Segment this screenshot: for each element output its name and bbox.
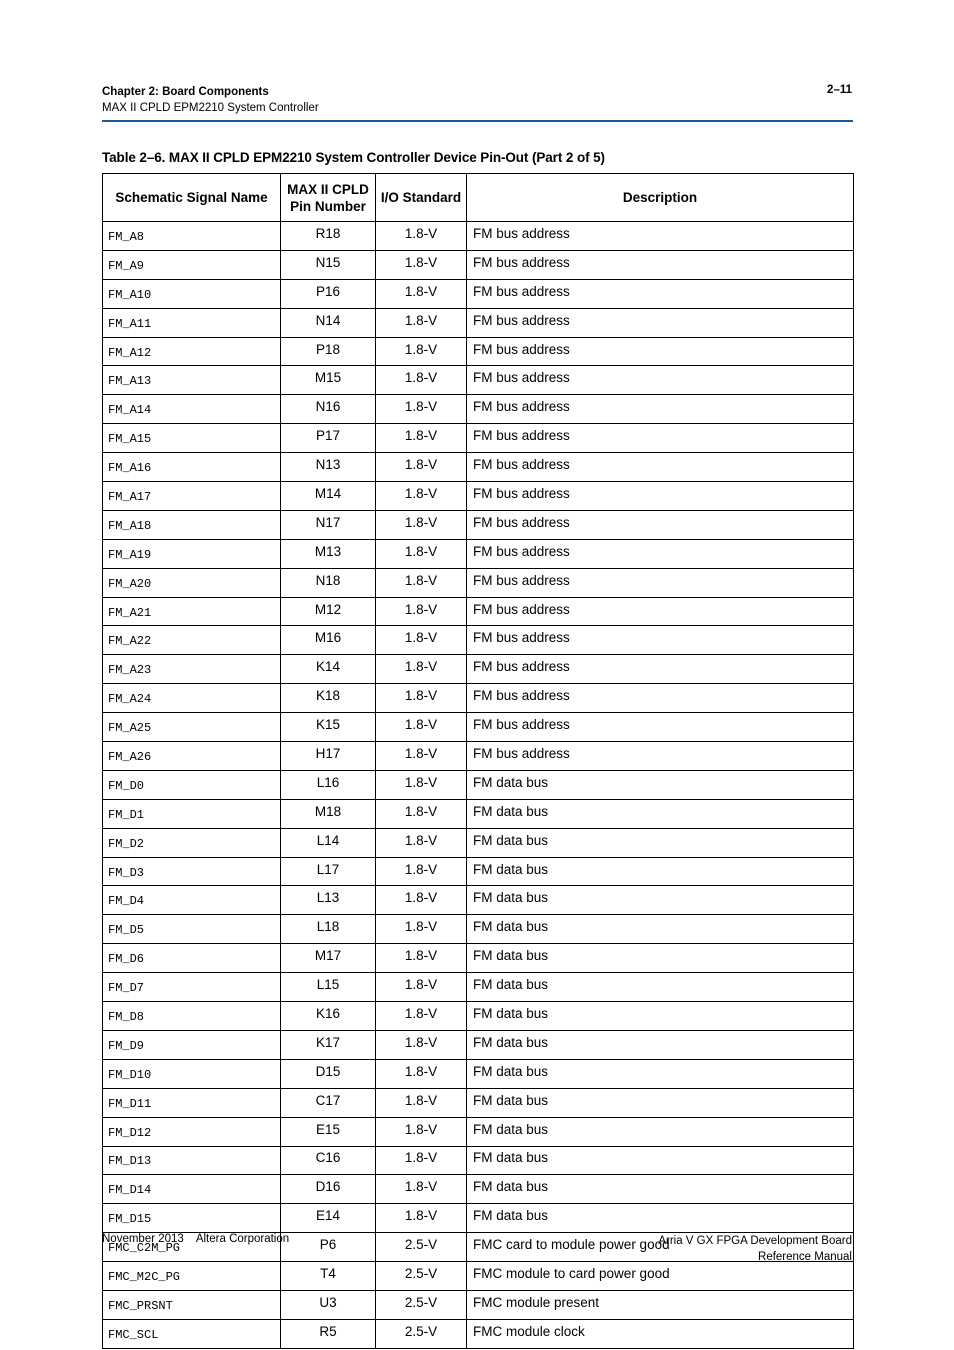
io-standard-cell: 1.8-V — [376, 597, 467, 626]
description-cell: FM bus address — [467, 626, 854, 655]
page-number: 2–11 — [827, 84, 852, 96]
io-standard-cell: 1.8-V — [376, 250, 467, 279]
footer-doc-title: Arria V GX FPGA Development Board — [658, 1235, 852, 1247]
table-row — [103, 1088, 854, 1117]
signal-name-cell: FM_A13 — [103, 366, 281, 395]
running-header — [102, 84, 319, 116]
description-cell: FM bus address — [467, 424, 854, 453]
pin-number-cell: K17 — [281, 1030, 376, 1059]
signal-name-cell: FM_D2 — [103, 828, 281, 857]
signal-name-cell: FM_A25 — [103, 713, 281, 742]
table-row — [103, 1059, 854, 1088]
io-standard-cell: 1.8-V — [376, 1204, 467, 1233]
table-row — [103, 626, 854, 655]
table-header-row — [103, 174, 854, 222]
pin-number-cell: L14 — [281, 828, 376, 857]
pin-number-cell: L17 — [281, 857, 376, 886]
column-header-pin-line2: Pin Number — [290, 198, 366, 214]
signal-name-cell: FM_A26 — [103, 742, 281, 771]
footer-right — [658, 1233, 852, 1265]
table-row — [103, 308, 854, 337]
signal-name-cell: FM_D13 — [103, 1146, 281, 1175]
description-cell: FM bus address — [467, 279, 854, 308]
footer-left — [102, 1233, 289, 1245]
io-standard-cell: 1.8-V — [376, 1059, 467, 1088]
footer-date: November 2013 — [102, 1233, 184, 1245]
table-row — [103, 770, 854, 799]
signal-name-cell: FM_D12 — [103, 1117, 281, 1146]
table-row — [103, 886, 854, 915]
table-row — [103, 1117, 854, 1146]
description-cell: FM data bus — [467, 1030, 854, 1059]
signal-name-cell: FMC_PRSNT — [103, 1290, 281, 1319]
io-standard-cell: 1.8-V — [376, 482, 467, 511]
table-row — [103, 250, 854, 279]
header-divider — [102, 120, 853, 122]
signal-name-cell: FM_D3 — [103, 857, 281, 886]
signal-name-cell: FM_D14 — [103, 1175, 281, 1204]
pin-number-cell: N17 — [281, 510, 376, 539]
table-row — [103, 1146, 854, 1175]
description-cell: FM bus address — [467, 453, 854, 482]
description-cell: FM bus address — [467, 482, 854, 511]
table-row — [103, 973, 854, 1002]
signal-name-cell: FM_A10 — [103, 279, 281, 308]
io-standard-cell: 1.8-V — [376, 799, 467, 828]
table-caption: Table 2–6. MAX II CPLD EPM2210 System Controller Device Pin-Out (Part 2 of 5) — [102, 150, 605, 165]
table-row — [103, 944, 854, 973]
io-standard-cell: 1.8-V — [376, 915, 467, 944]
description-cell: FM data bus — [467, 799, 854, 828]
table-row — [103, 742, 854, 771]
io-standard-cell: 2.5-V — [376, 1319, 467, 1348]
description-cell: FM data bus — [467, 1146, 854, 1175]
io-standard-cell: 1.8-V — [376, 742, 467, 771]
pin-number-cell: M18 — [281, 799, 376, 828]
pin-number-cell: P18 — [281, 337, 376, 366]
column-header-pin-line1: MAX II CPLD — [287, 181, 369, 197]
signal-name-cell: FM_A23 — [103, 655, 281, 684]
io-standard-cell: 1.8-V — [376, 366, 467, 395]
pin-number-cell: P17 — [281, 424, 376, 453]
description-cell: FM data bus — [467, 886, 854, 915]
signal-name-cell: FM_D6 — [103, 944, 281, 973]
pin-number-cell: E15 — [281, 1117, 376, 1146]
io-standard-cell: 1.8-V — [376, 1002, 467, 1031]
table-row — [103, 510, 854, 539]
pin-number-cell: M12 — [281, 597, 376, 626]
pin-number-cell: M14 — [281, 482, 376, 511]
pin-number-cell: N15 — [281, 250, 376, 279]
io-standard-cell: 1.8-V — [376, 770, 467, 799]
signal-name-cell: FM_A11 — [103, 308, 281, 337]
io-standard-cell: 1.8-V — [376, 1117, 467, 1146]
description-cell: FM bus address — [467, 713, 854, 742]
footer-company: Altera Corporation — [195, 1233, 290, 1245]
signal-name-cell: FM_D10 — [103, 1059, 281, 1088]
pinout-table — [102, 173, 854, 1349]
description-cell: FMC module present — [467, 1290, 854, 1319]
table-row — [103, 453, 854, 482]
io-standard-cell: 1.8-V — [376, 828, 467, 857]
signal-name-cell: FM_A12 — [103, 337, 281, 366]
signal-name-cell: FM_D8 — [103, 1002, 281, 1031]
io-standard-cell: 1.8-V — [376, 568, 467, 597]
pin-number-cell: P6 — [281, 1233, 376, 1262]
io-standard-cell: 1.8-V — [376, 1146, 467, 1175]
pin-number-cell: K16 — [281, 1002, 376, 1031]
pin-number-cell: K18 — [281, 684, 376, 713]
column-header-signal: Schematic Signal Name — [103, 174, 281, 222]
description-cell: FM data bus — [467, 1088, 854, 1117]
description-cell: FM bus address — [467, 222, 854, 251]
io-standard-cell: 1.8-V — [376, 222, 467, 251]
io-standard-cell: 1.8-V — [376, 453, 467, 482]
table-row — [103, 568, 854, 597]
signal-name-cell: FMC_SCL — [103, 1319, 281, 1348]
description-cell: FMC module to card power good — [467, 1262, 854, 1291]
signal-name-cell: FM_D5 — [103, 915, 281, 944]
io-standard-cell: 1.8-V — [376, 308, 467, 337]
signal-name-cell: FMC_C2M_PG — [103, 1233, 281, 1262]
table-row — [103, 366, 854, 395]
table-row — [103, 424, 854, 453]
table-row — [103, 655, 854, 684]
table-row — [103, 1204, 854, 1233]
column-header-io: I/O Standard — [376, 174, 467, 222]
description-cell: FM data bus — [467, 1059, 854, 1088]
description-cell: FM bus address — [467, 568, 854, 597]
description-cell: FM bus address — [467, 308, 854, 337]
table-row — [103, 539, 854, 568]
table-row — [103, 337, 854, 366]
io-standard-cell: 1.8-V — [376, 395, 467, 424]
signal-name-cell: FM_A18 — [103, 510, 281, 539]
table-row — [103, 1175, 854, 1204]
pin-number-cell: K15 — [281, 713, 376, 742]
table-row — [103, 279, 854, 308]
io-standard-cell: 1.8-V — [376, 655, 467, 684]
pin-number-cell: N16 — [281, 395, 376, 424]
table-row — [103, 1262, 854, 1291]
signal-name-cell: FM_A24 — [103, 684, 281, 713]
table-row — [103, 395, 854, 424]
pin-number-cell: M16 — [281, 626, 376, 655]
description-cell: FMC module clock — [467, 1319, 854, 1348]
signal-name-cell: FM_D11 — [103, 1088, 281, 1117]
table-body — [103, 222, 854, 1349]
description-cell: FM data bus — [467, 857, 854, 886]
table-row — [103, 1290, 854, 1319]
pin-number-cell: L18 — [281, 915, 376, 944]
description-cell: FM data bus — [467, 1002, 854, 1031]
description-cell: FM bus address — [467, 395, 854, 424]
description-cell: FM data bus — [467, 1175, 854, 1204]
table-row — [103, 1002, 854, 1031]
pin-number-cell: R18 — [281, 222, 376, 251]
footer-doc-subtitle: Reference Manual — [758, 1251, 852, 1263]
pin-number-cell: K14 — [281, 655, 376, 684]
table-row — [103, 857, 854, 886]
io-standard-cell: 1.8-V — [376, 510, 467, 539]
signal-name-cell: FM_D1 — [103, 799, 281, 828]
description-cell: FM data bus — [467, 770, 854, 799]
signal-name-cell: FM_D4 — [103, 886, 281, 915]
io-standard-cell: 2.5-V — [376, 1233, 467, 1262]
io-standard-cell: 1.8-V — [376, 944, 467, 973]
table-row — [103, 684, 854, 713]
signal-name-cell: FM_D7 — [103, 973, 281, 1002]
signal-name-cell: FM_D0 — [103, 770, 281, 799]
table-row — [103, 482, 854, 511]
description-cell: FM bus address — [467, 337, 854, 366]
pin-number-cell: T4 — [281, 1262, 376, 1291]
pin-number-cell: E14 — [281, 1204, 376, 1233]
signal-name-cell: FM_A9 — [103, 250, 281, 279]
io-standard-cell: 1.8-V — [376, 539, 467, 568]
signal-name-cell: FM_D15 — [103, 1204, 281, 1233]
description-cell: FM data bus — [467, 1117, 854, 1146]
table-row — [103, 597, 854, 626]
section-title: MAX II CPLD EPM2210 System Controller — [102, 102, 319, 114]
io-standard-cell: 1.8-V — [376, 1175, 467, 1204]
table-row — [103, 1319, 854, 1348]
pin-number-cell: N14 — [281, 308, 376, 337]
description-cell: FMC card to module power good — [467, 1233, 854, 1262]
table-row — [103, 799, 854, 828]
io-standard-cell: 1.8-V — [376, 279, 467, 308]
io-standard-cell: 1.8-V — [376, 1030, 467, 1059]
pin-number-cell: R5 — [281, 1319, 376, 1348]
pin-number-cell: M17 — [281, 944, 376, 973]
description-cell: FM bus address — [467, 597, 854, 626]
io-standard-cell: 1.8-V — [376, 857, 467, 886]
io-standard-cell: 1.8-V — [376, 886, 467, 915]
description-cell: FM data bus — [467, 1204, 854, 1233]
signal-name-cell: FM_A21 — [103, 597, 281, 626]
signal-name-cell: FM_D9 — [103, 1030, 281, 1059]
pin-number-cell: N18 — [281, 568, 376, 597]
column-header-pin — [281, 174, 376, 222]
signal-name-cell: FM_A22 — [103, 626, 281, 655]
description-cell: FM data bus — [467, 944, 854, 973]
description-cell: FM bus address — [467, 742, 854, 771]
pin-number-cell: D15 — [281, 1059, 376, 1088]
signal-name-cell: FM_A20 — [103, 568, 281, 597]
table-row — [103, 915, 854, 944]
io-standard-cell: 1.8-V — [376, 684, 467, 713]
io-standard-cell: 1.8-V — [376, 626, 467, 655]
pin-number-cell: C17 — [281, 1088, 376, 1117]
table-row — [103, 1030, 854, 1059]
io-standard-cell: 2.5-V — [376, 1262, 467, 1291]
pin-number-cell: C16 — [281, 1146, 376, 1175]
pin-number-cell: N13 — [281, 453, 376, 482]
table-row — [103, 713, 854, 742]
pin-number-cell: L15 — [281, 973, 376, 1002]
description-cell: FM bus address — [467, 366, 854, 395]
description-cell: FM bus address — [467, 510, 854, 539]
io-standard-cell: 1.8-V — [376, 1088, 467, 1117]
pin-number-cell: P16 — [281, 279, 376, 308]
description-cell: FM data bus — [467, 915, 854, 944]
pin-number-cell: D16 — [281, 1175, 376, 1204]
io-standard-cell: 1.8-V — [376, 713, 467, 742]
io-standard-cell: 1.8-V — [376, 337, 467, 366]
table-row — [103, 222, 854, 251]
signal-name-cell: FM_A19 — [103, 539, 281, 568]
pin-number-cell: M13 — [281, 539, 376, 568]
chapter-title: Chapter 2: Board Components — [102, 86, 269, 98]
pin-number-cell: L13 — [281, 886, 376, 915]
signal-name-cell: FM_A17 — [103, 482, 281, 511]
description-cell: FM bus address — [467, 539, 854, 568]
signal-name-cell: FMC_M2C_PG — [103, 1262, 281, 1291]
signal-name-cell: FM_A16 — [103, 453, 281, 482]
description-cell: FM data bus — [467, 973, 854, 1002]
io-standard-cell: 2.5-V — [376, 1290, 467, 1319]
description-cell: FM bus address — [467, 655, 854, 684]
pin-number-cell: U3 — [281, 1290, 376, 1319]
io-standard-cell: 1.8-V — [376, 424, 467, 453]
description-cell: FM data bus — [467, 828, 854, 857]
pin-number-cell: H17 — [281, 742, 376, 771]
description-cell: FM bus address — [467, 684, 854, 713]
signal-name-cell: FM_A14 — [103, 395, 281, 424]
pin-number-cell: M15 — [281, 366, 376, 395]
signal-name-cell: FM_A8 — [103, 222, 281, 251]
io-standard-cell: 1.8-V — [376, 973, 467, 1002]
description-cell: FM bus address — [467, 250, 854, 279]
column-header-description: Description — [467, 174, 854, 222]
table-row — [103, 828, 854, 857]
signal-name-cell: FM_A15 — [103, 424, 281, 453]
pin-number-cell: L16 — [281, 770, 376, 799]
